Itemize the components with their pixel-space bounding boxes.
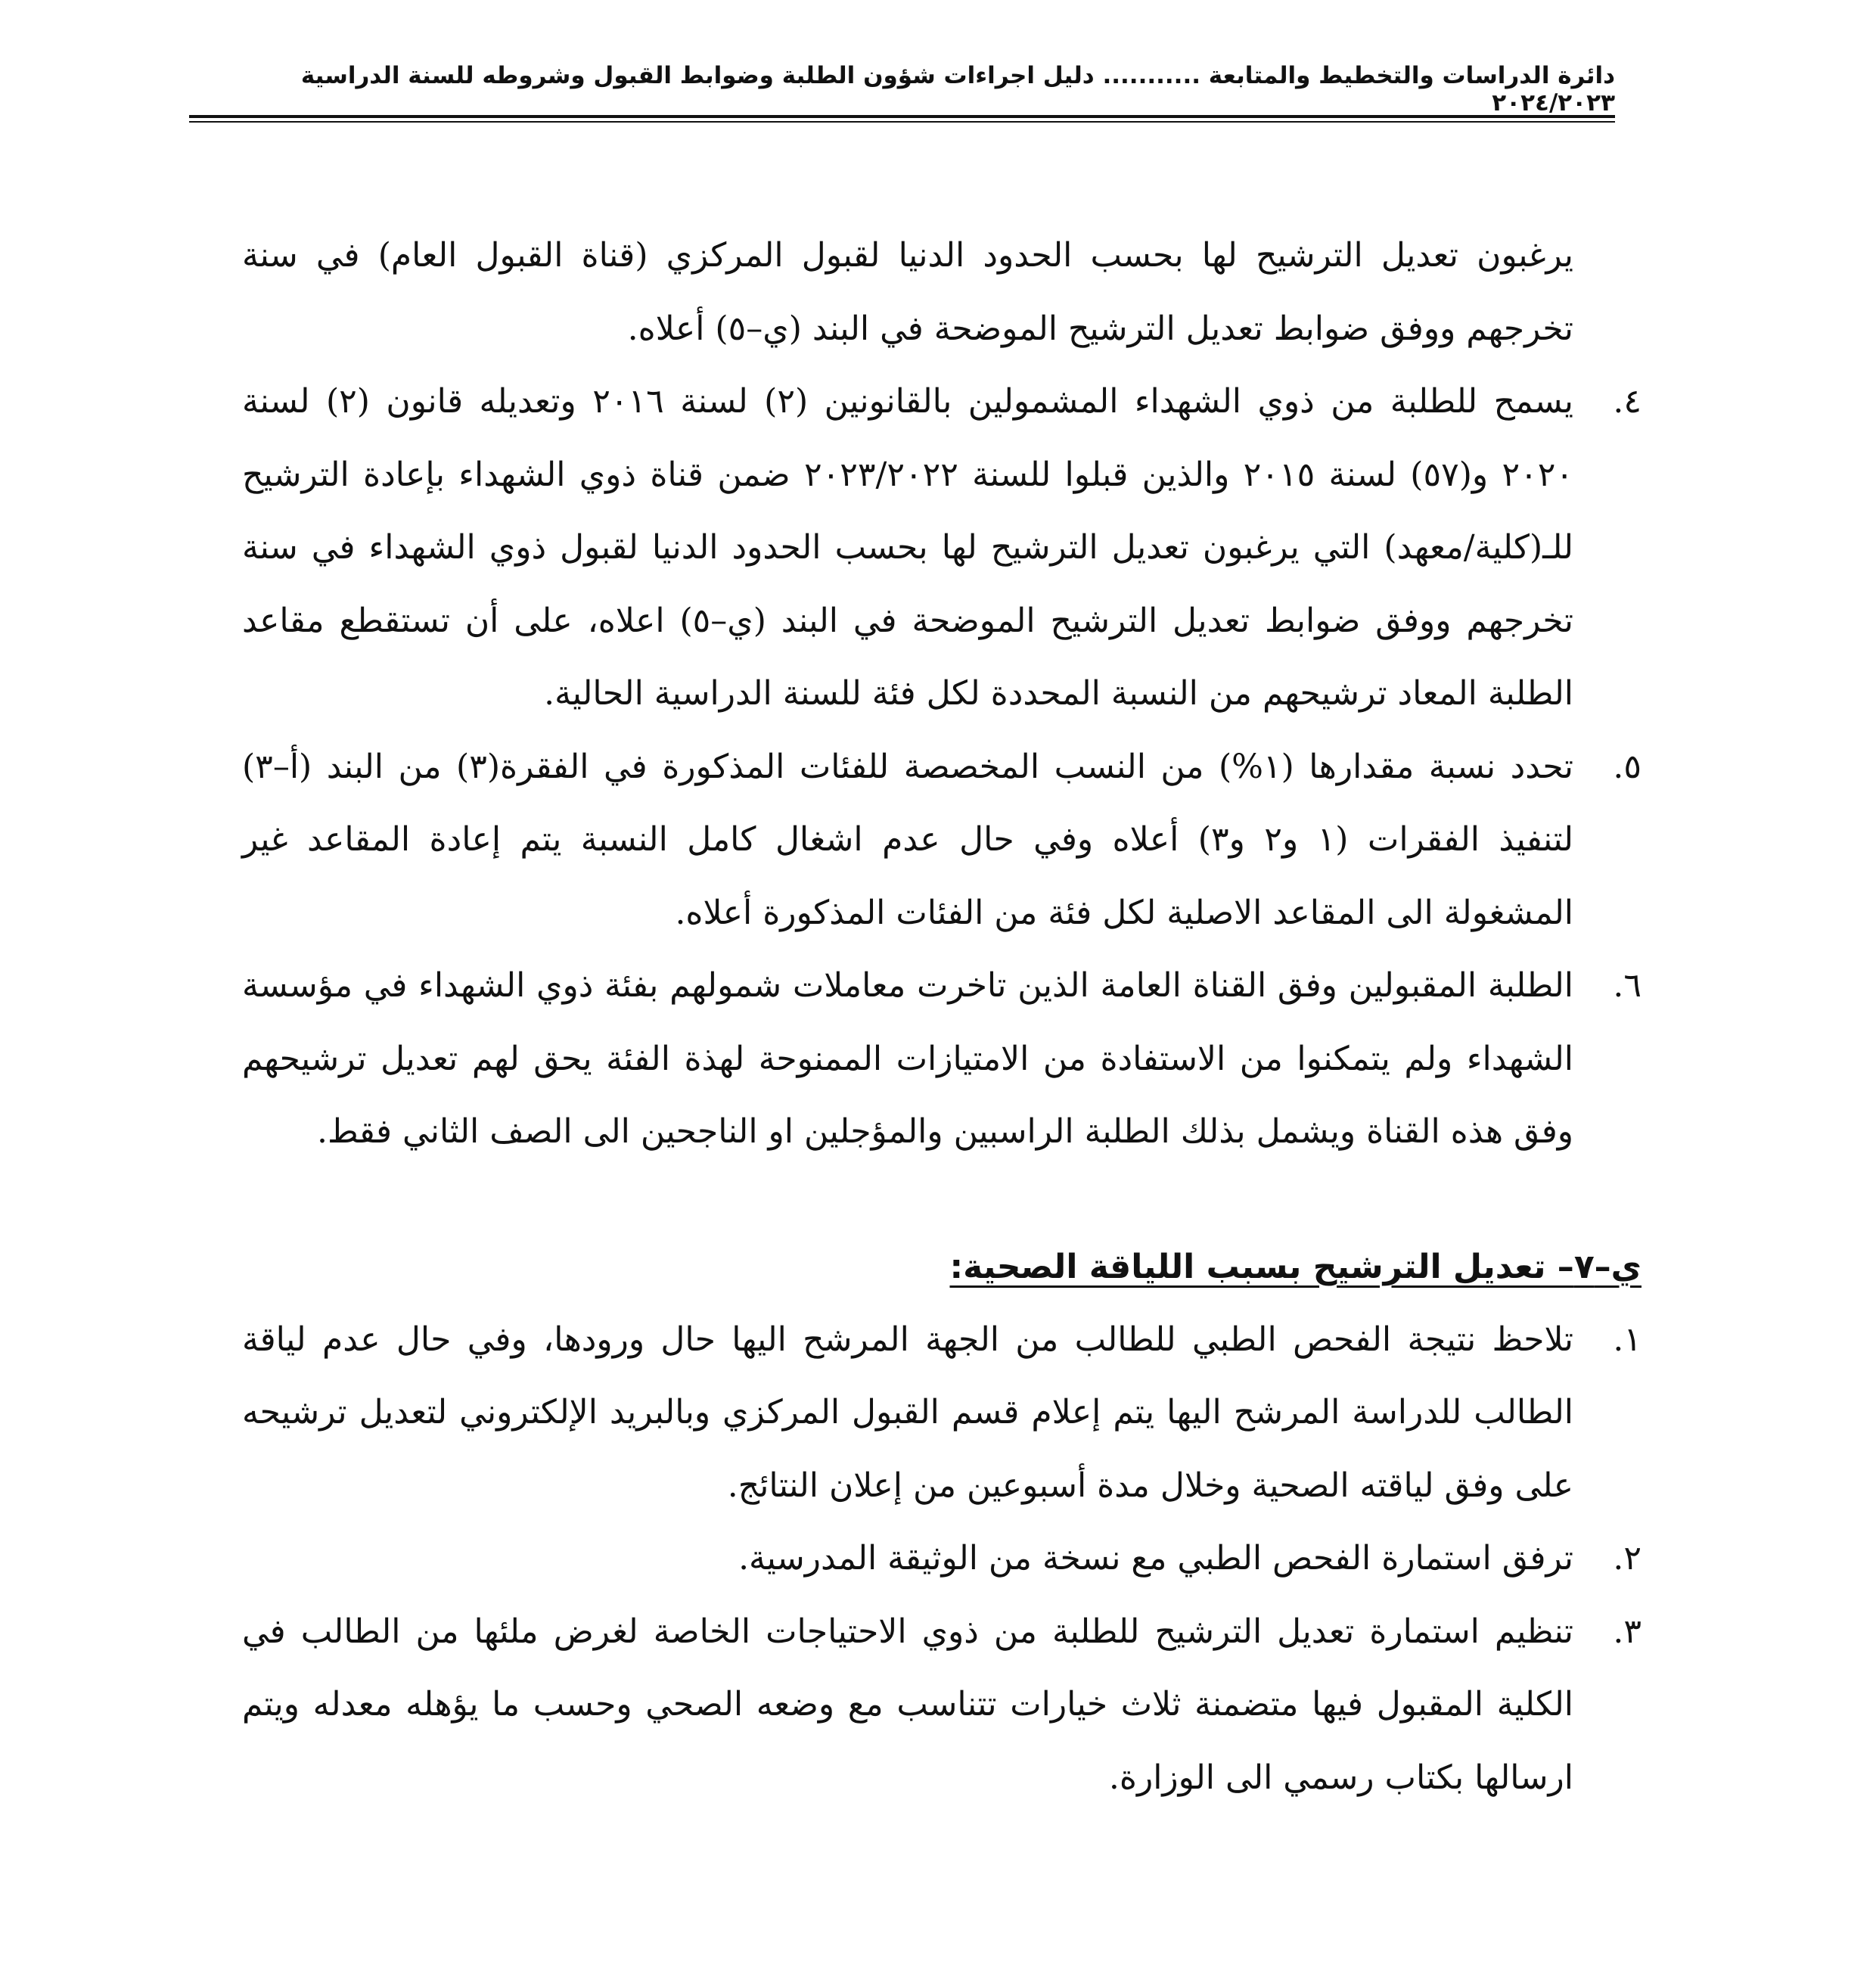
header-rule-thin [189,121,1615,123]
section-item-1 [242,1304,1642,1523]
list-item-5 [242,731,1642,950]
item-number: ٢. [1613,1539,1642,1578]
item-text: يسمح للطلبة من ذوي الشهداء المشمولين بالقانونين (٢) لسنة ٢٠١٦ وتعديله قانون (٢) لسنة ٢٠٢٠ و(٥٧) لسنة ٢٠١٥ والذين قبلوا للسنة ٢٠٢٣/٢٠٢٢ ضمن قناة ذوي الشهداء بإعادة الترشيح للـ(كلية/معهد) التي يرغبون تعديل الترشيح لها بحسب الحدود الدنيا لقبول ذوي الشهداء في سنة تخرجهم ووفق ضوابط تعديل الترشيح الموضحة في البند (ي–٥) اعلاه، على أن تستقطع مقاعد الطلبة المعاد ترشيحهم من النسبة المحددة لكل فئة للسنة الدراسية الحالية. [242,382,1574,713]
intro-paragraph: يرغبون تعديل الترشيح لها بحسب الحدود الدنيا لقبول المركزي (قناة القبول العام) في سنة تخرجهم ووفق ضوابط تعديل الترشيح الموضحة في البند (ي–٥) أعلاه. [242,236,1573,348]
item-number: ٤. [1613,382,1642,421]
page-header [189,62,1615,117]
item-number: ٣. [1613,1612,1642,1651]
item-text: ترفق استمارة الفحص الطبي مع نسخة من الوثيقة المدرسية. [738,1539,1573,1578]
document-body [242,219,1642,1814]
list-item-4 [242,365,1642,731]
item-text: تنظيم استمارة تعديل الترشيح للطلبة من ذوي الاحتياجات الخاصة لغرض ملئها من الطالب في الكلية المقبول فيها متضمنة ثلاث خيارات تتناسب مع وضعه الصحي وحسب ما يؤهله معدله ويتم ارسالها بكتاب رسمي الى الوزارة. [242,1612,1573,1797]
item-text: تحدد نسبة مقدارها (١%) من النسب المخصصة للفئات المذكورة في الفقرة(٣) من البند (أ–٣) لتنفيذ الفقرات (١ و٢ و٣) أعلاه وفي حال عدم اشغال كامل النسبة يتم إعادة المقاعد غير المشغولة الى المقاعد الاصلية لكل فئة من الفئات المذكورة أعلاه. [242,747,1574,932]
item-number: ١. [1613,1320,1642,1359]
item-text: الطلبة المقبولين وفق القناة العامة الذين تاخرت معاملات شمولهم بفئة ذوي الشهداء في مؤسسة الشهداء ولم يتمكنوا من الاستفادة من الامتيازات الممنوحة لهذة الفئة يحق لهم تعديل ترشيحهم وفق هذه القناة ويشمل بذلك الطلبة الراسبين والمؤجلين او الناجحين الى الصف الثاني فقط. [242,966,1574,1151]
section-title: ي–٧– تعديل الترشيح بسبب اللياقة الصحية: [949,1247,1642,1286]
header-rule [189,115,1615,118]
header-text: دائرة الدراسات والتخطيط والمتابعة ........... دليل اجراءات شؤون الطلبة وضوابط القبول وشروطه للسنة الدراسية ٢٠٢٤/٢٠٢٣ [300,62,1615,117]
item-text: تلاحظ نتيجة الفحص الطبي للطالب من الجهة المرشح اليها حال ورودها، وفي حال عدم لياقة الطالب للدراسة المرشح اليها يتم إعلام قسم القبول المركزي وبالبريد الإلكتروني لتعديل ترشيحه على وفق لياقته الصحية وخلال مدة أسبوعين من إعلان النتائج. [242,1320,1573,1505]
section-item-2 [242,1522,1642,1596]
item-number: ٦. [1613,966,1642,1005]
list-item-6 [242,950,1642,1169]
section-item-3 [242,1596,1642,1815]
item-number: ٥. [1613,747,1642,786]
